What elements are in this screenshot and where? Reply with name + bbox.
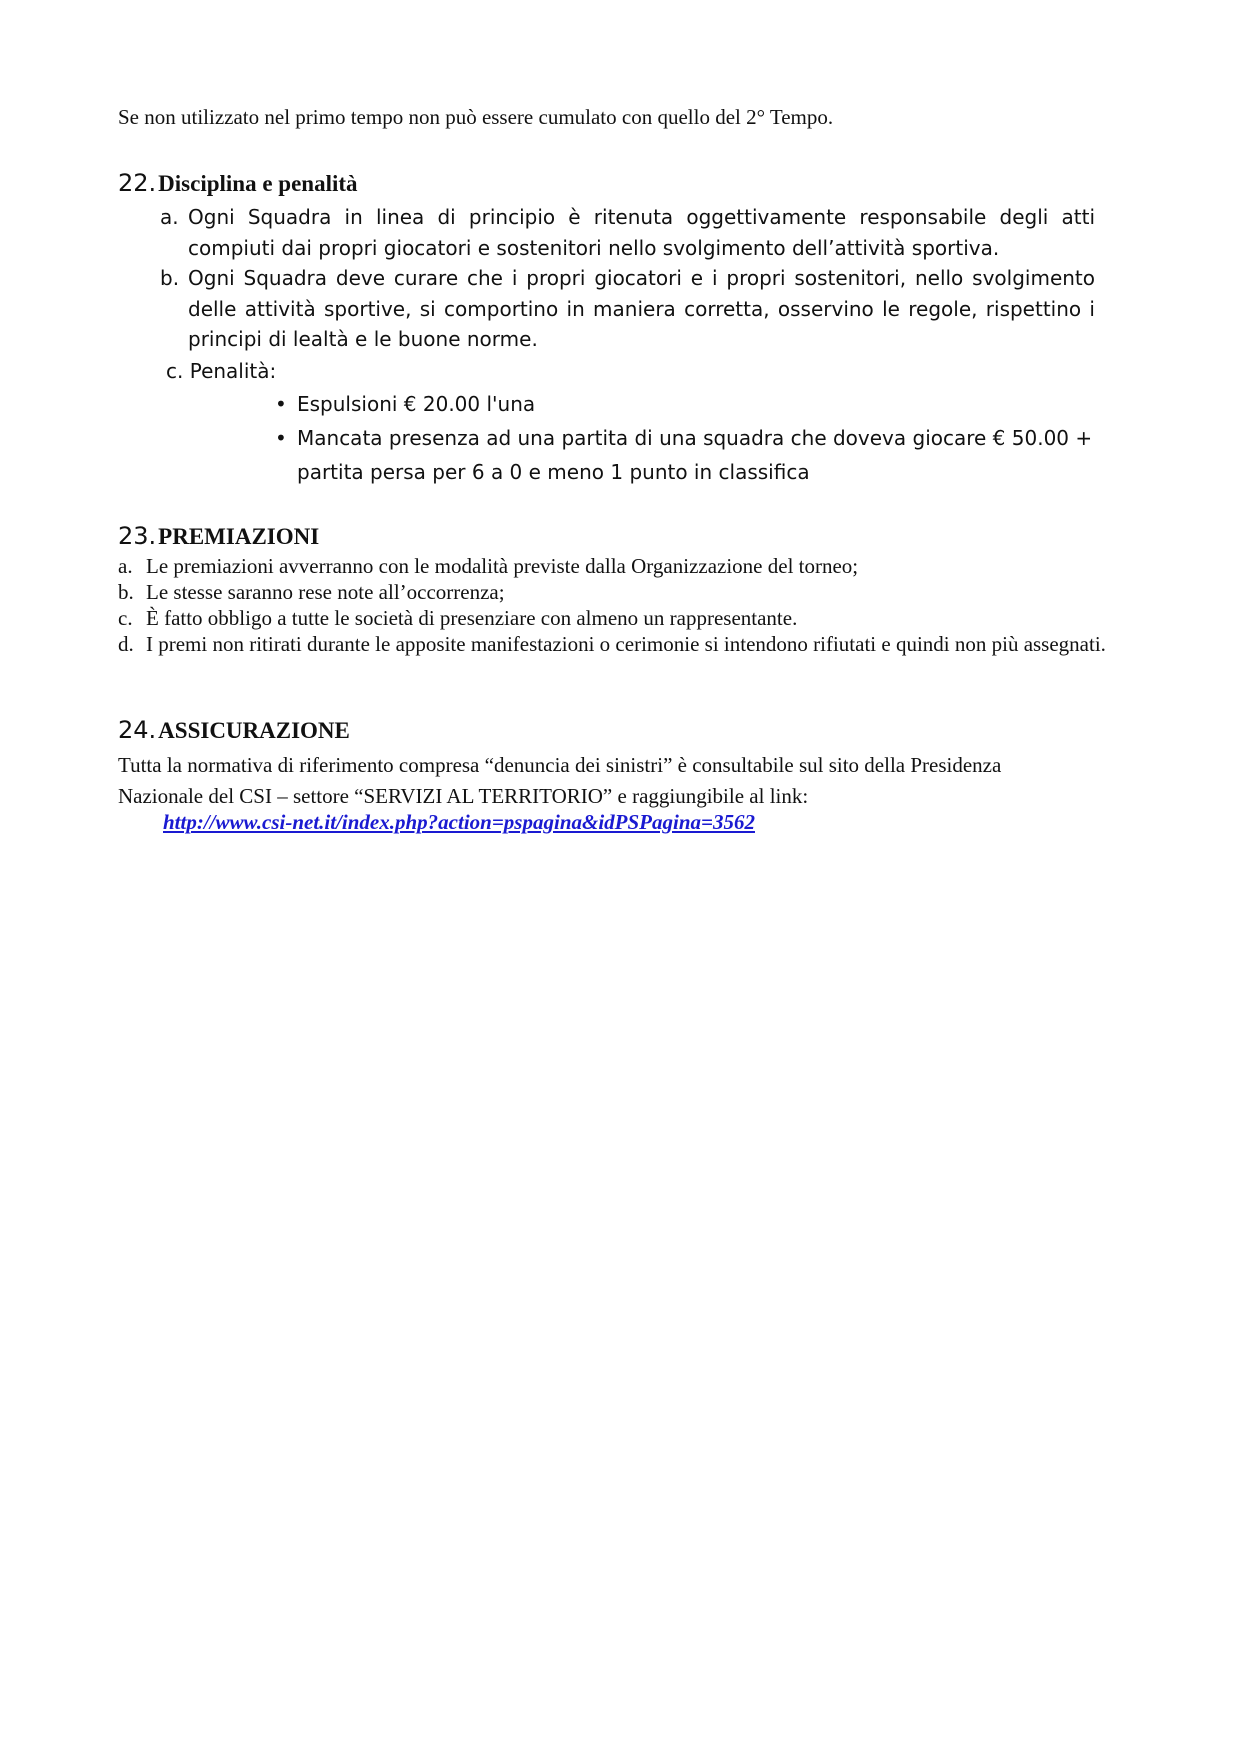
bullet-icon: • xyxy=(275,392,287,416)
section-22-number: 22. xyxy=(118,169,157,197)
list-item xyxy=(160,263,1095,355)
section-24-body-line: Tutta la normativa di riferimento compresa “denuncia dei sinistri” è consultabile sul sito della Presidenza xyxy=(118,753,1002,777)
list-item-label: b. xyxy=(160,266,180,290)
section-22-list xyxy=(160,202,1095,355)
section-23-heading xyxy=(118,522,319,550)
penalty-label: c. xyxy=(166,359,184,383)
penalty-heading xyxy=(166,356,276,386)
penalty-bullet-list xyxy=(275,387,1095,489)
penalty-title: Penalità: xyxy=(189,359,277,383)
list-item-text: Le premiazioni avverranno con le modalità previste dalla Organizzazione del torneo; xyxy=(146,554,859,578)
list-item-text: È fatto obbligo a tutte le società di presenziare con almeno un rappresentante. xyxy=(146,606,798,630)
list-item-label: a. xyxy=(160,205,179,229)
intro-paragraph: Se non utilizzato nel primo tempo non può essere cumulato con quello del 2° Tempo. xyxy=(118,105,834,129)
section-23-list xyxy=(118,553,1125,657)
section-23-number: 23. xyxy=(118,522,157,550)
csi-normativa-link[interactable]: http://www.csi-net.it/index.php?action=pspagina&idPSPagina=3562 xyxy=(163,810,755,834)
list-item-text: I premi non ritirati durante le apposite manifestazioni o cerimonie si intendono rifiutati e quindi non più assegnati. xyxy=(146,632,1106,656)
list-item-text: Ogni Squadra in linea di principio è ritenuta oggettivamente responsabile degli atti compiuti dai propri giocatori e sostenitori nello svolgimento dell’attività sportiva. xyxy=(188,205,1095,260)
list-item-label: c. xyxy=(118,606,133,630)
list-item-text: Le stesse saranno rese note all’occorrenza; xyxy=(146,580,505,604)
section-22-heading xyxy=(118,169,358,197)
list-item xyxy=(118,553,1125,579)
list-item xyxy=(160,202,1095,263)
list-item xyxy=(118,579,1125,605)
section-24-body xyxy=(118,750,1128,812)
bullet-text: Espulsioni € 20.00 l'una xyxy=(297,392,536,416)
bullet-icon: • xyxy=(275,426,287,450)
section-23-title: PREMIAZIONI xyxy=(158,524,320,549)
section-24-heading xyxy=(118,716,350,744)
list-item xyxy=(118,631,1125,657)
section-24-title: ASSICURAZIONE xyxy=(158,718,350,743)
bullet-item xyxy=(275,421,1095,489)
section-24-body-line: Nazionale del CSI – settore “SERVIZI AL TERRITORIO” e raggiungibile al link: xyxy=(118,784,809,808)
list-item-label: a. xyxy=(118,554,133,578)
section-22-title: Disciplina e penalità xyxy=(158,171,358,196)
bullet-text: Mancata presenza ad una partita di una squadra che doveva giocare € 50.00 + partita persa per 6 a 0 e meno 1 punto in classifica xyxy=(297,426,1093,484)
list-item xyxy=(118,605,1125,631)
bullet-item xyxy=(275,387,1095,421)
list-item-label: d. xyxy=(118,632,134,656)
list-item-label: b. xyxy=(118,580,134,604)
section-24-number: 24. xyxy=(118,716,157,744)
list-item-text: Ogni Squadra deve curare che i propri giocatori e i propri sostenitori, nello svolgimento delle attività sportive, si comportino in maniera corretta, osservino le regole, rispettino i principi di lealtà e le buone norme. xyxy=(188,266,1095,351)
